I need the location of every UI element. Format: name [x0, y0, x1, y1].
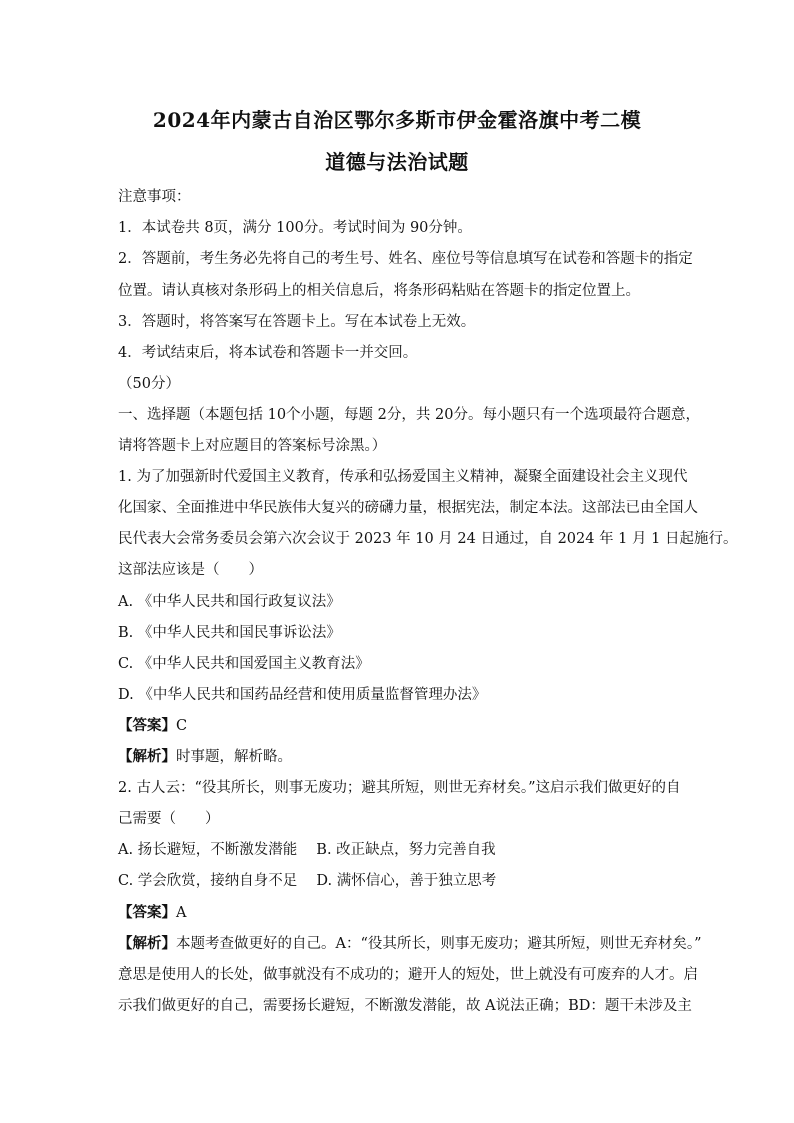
- notice-heading: 注意事项：: [118, 189, 191, 205]
- section-heading: 一、选择题（本题包括 10个小题，每题 2分，共 20分。每小题只有一个选项最符合题意，: [118, 407, 700, 423]
- question-1-answer: [118, 716, 187, 736]
- answer-tag: 【答案】: [118, 717, 176, 734]
- notice-item: 4．考试结束后，将本试卷和答题卡一并交回。: [118, 345, 418, 361]
- analysis-tag: 【解析】: [118, 935, 176, 952]
- question-2-stem: 2. 古人云：“役其所长，则事无废功；避其所短，则世无弃材矣。”这启示我们做更好的自: [118, 780, 681, 796]
- notice-item: 3．答题时，将答案写在答题卡上。写在本试卷上无效。: [118, 314, 476, 330]
- exam-title: 2024年内蒙古自治区鄂尔多斯市伊金霍洛旗中考二模: [152, 108, 642, 132]
- question-1-stem: 化国家、全面推进中华民族伟大复兴的磅礴力量，根据宪法，制定本法。这部法已由全国人: [118, 500, 698, 516]
- notice-item: 2．答题前，考生务必先将自己的考生号、姓名、座位号等信息填写在试卷和答题卡的指定: [118, 251, 693, 267]
- analysis-text: 时事题，解析略。: [176, 749, 292, 765]
- notice-item: 位置。请认真核对条形码上的相关信息后，将条形码粘贴在答题卡的指定位置上。: [118, 283, 640, 299]
- question-1-option-d: D. 《中华人民共和国药品经营和使用质量监督管理办法》: [118, 687, 487, 703]
- analysis-tag: 【解析】: [118, 748, 176, 765]
- question-2-analysis: 意思是使用人的长处，做事就没有不成功的；避开人的短处，世上就没有可废弃的人才。启: [118, 967, 698, 983]
- notice-item: 1．本试卷共 8页，满分 100分。考试时间为 90分钟。: [118, 220, 472, 236]
- question-2-analysis: 示我们做更好的自己，需要扬长避短，不断激发潜能，故 A说法正确；BD：题干未涉及主: [118, 998, 692, 1014]
- question-2-options-ab: A. 扬长避短，不断激发潜能 B. 改正缺点，努力完善自我: [118, 842, 496, 858]
- question-2-stem: 己需要（ ）: [118, 811, 220, 827]
- question-1-option-a: A. 《中华人民共和国行政复议法》: [118, 594, 341, 610]
- question-1-option-c: C. 《中华人民共和国爱国主义教育法》: [118, 656, 370, 672]
- question-2-analysis: [118, 934, 702, 954]
- question-1-stem: 1. 为了加强新时代爱国主义教育，传承和弘扬爱国主义精神，凝聚全面建设社会主义现代: [118, 469, 688, 485]
- answer-tag: 【答案】: [118, 904, 176, 921]
- score-note: （50分）: [118, 376, 180, 392]
- exam-subtitle: 道德与法治试题: [325, 150, 469, 174]
- answer-value: A: [176, 905, 187, 921]
- question-1-stem: 这部法应该是（ ）: [118, 562, 263, 578]
- question-1-stem: 民代表大会常务委员会第六次会议于 2023 年 10 月 24 日通过，自 2024 年 1 月 1 日起施行。: [118, 531, 738, 547]
- question-2-options-cd: C. 学会欣赏，接纳自身不足 D. 满怀信心，善于独立思考: [118, 873, 497, 889]
- question-1-analysis: [118, 747, 292, 767]
- question-1-option-b: B. 《中华人民共和国民事诉讼法》: [118, 625, 341, 641]
- analysis-text: 本题考查做更好的自己。A：“役其所长，则事无废功；避其所短，则世无弃材矣。”: [176, 936, 702, 952]
- question-2-answer: [118, 903, 186, 923]
- answer-value: C: [176, 718, 188, 734]
- section-heading: 请将答题卡上对应题目的答案标号涂黑。）: [118, 438, 387, 454]
